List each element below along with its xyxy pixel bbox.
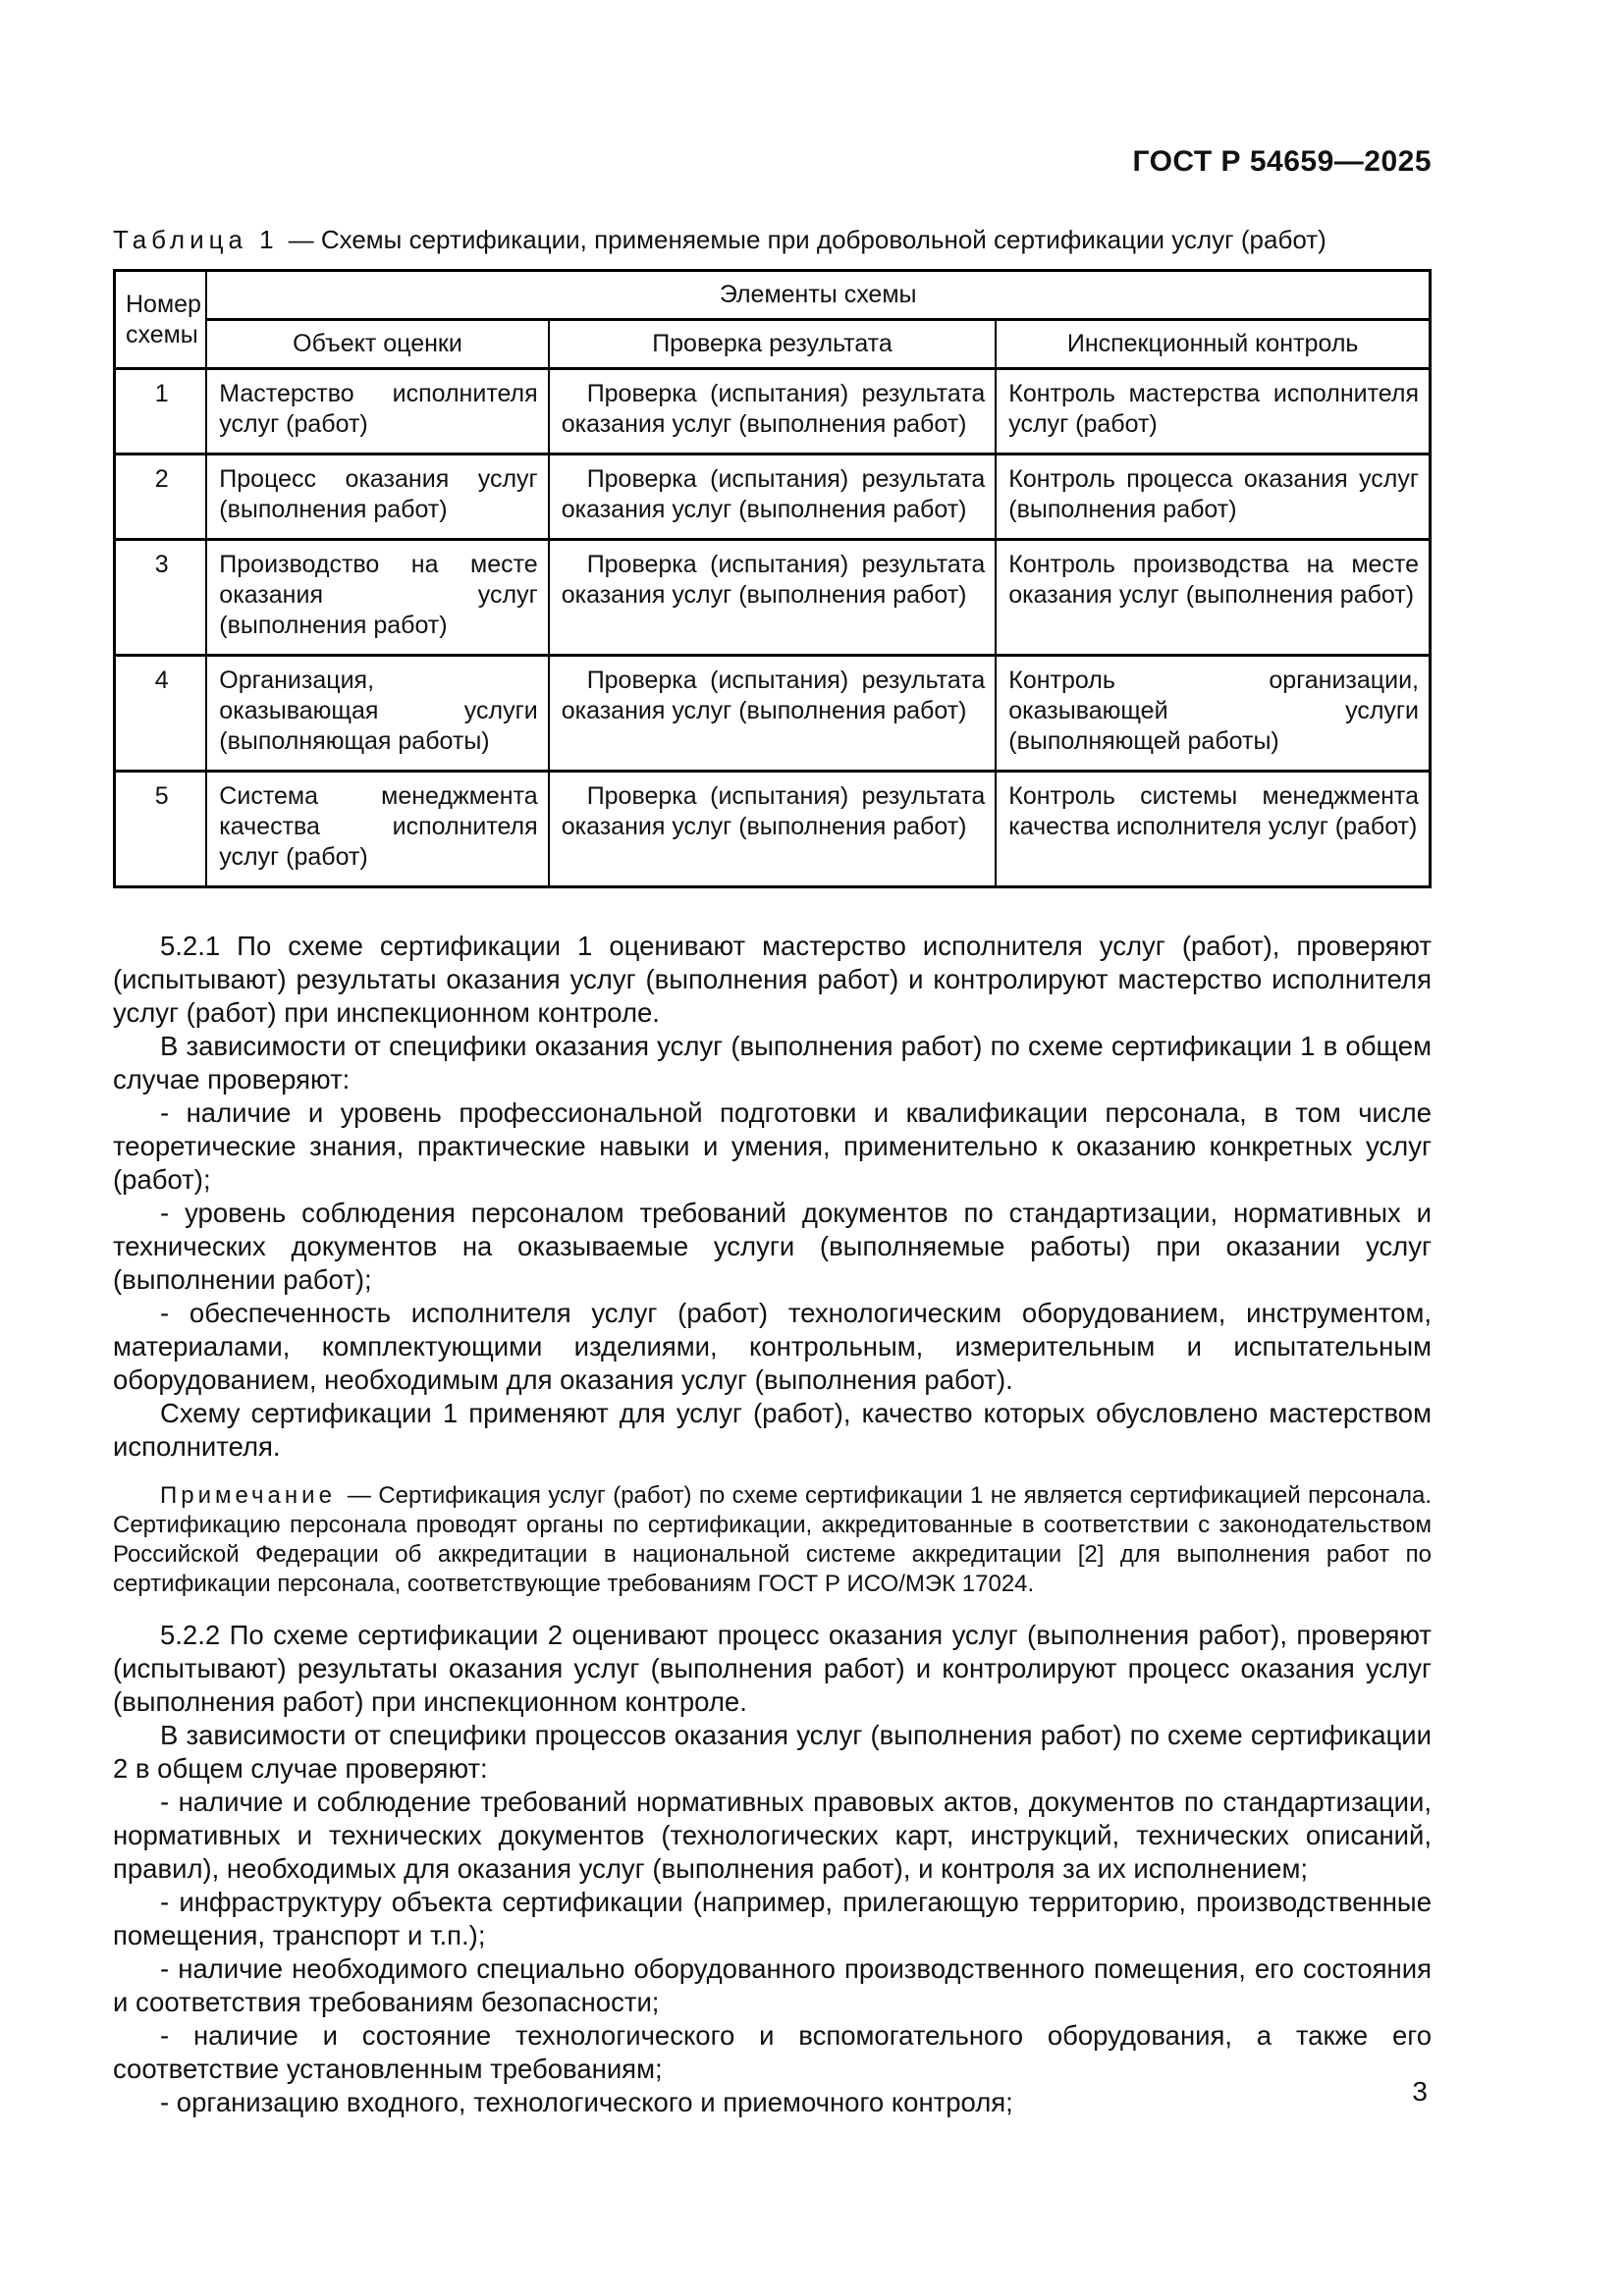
column-header-object: Объект оценки	[206, 320, 548, 369]
note-text: — Сертификация услуг (работ) по схеме сертификации 1 не является сертификацией персонала. Сертификацию персонала проводят органы по сертификации, аккредитованные в соответствии с законодательством Российской Федерации об аккредитации в национальной системе аккредитации [2] для выполнения работ по сертификации персонала, соответствующие требованиям ГОСТ Р ИСО/МЭК 17024.	[113, 1482, 1432, 1597]
inspection-cell: Контроль организации, оказывающей услуги (выполняющей работы)	[996, 656, 1430, 772]
paragraph: - уровень соблюдения персоналом требований документов по стандартизации, нормативных и технических документов на оказываемые услуги (выполняемые работы) при оказании услуг (выполнении работ);	[113, 1198, 1432, 1295]
check-cell: Проверка (испытания) результата оказания услуг (выполнения работ)	[549, 656, 997, 772]
table-caption	[113, 224, 1432, 255]
scheme-number-cell: 4	[115, 656, 207, 772]
paragraph: - обеспеченность исполнителя услуг (работ) технологическим оборудованием, инструментом, материалами, комплектующими изделиями, контрольным, измерительным и испытательным оборудованием, необходимым для оказания услуг (выполнения работ).	[113, 1298, 1432, 1395]
paragraph: - организацию входного, технологического и приемочного контроля;	[160, 2087, 1013, 2117]
object-cell: Производство на месте оказания услуг (выполнения работ)	[206, 540, 548, 656]
body-text	[113, 930, 1432, 2119]
object-cell: Мастерство исполнителя услуг (работ)	[206, 369, 548, 454]
paragraph: В зависимости от специфики оказания услуг (выполнения работ) по схеме сертификации 1 в общем случае проверяют:	[113, 1031, 1432, 1095]
check-cell: Проверка (испытания) результата оказания услуг (выполнения работ)	[549, 772, 997, 887]
inspection-cell: Контроль производства на месте оказания услуг (выполнения работ)	[996, 540, 1430, 656]
standard-number: ГОСТ Р 54659—2025	[1132, 145, 1432, 178]
table-header-row-sub	[115, 320, 1431, 369]
table-row	[115, 540, 1431, 656]
scheme-number-cell: 1	[115, 369, 207, 454]
note-block	[113, 1481, 1432, 1599]
inspection-cell: Контроль мастерства исполнителя услуг (работ)	[996, 369, 1430, 454]
table-row	[115, 369, 1431, 454]
column-header-check: Проверка результата	[549, 320, 997, 369]
scheme-number-cell: 5	[115, 772, 207, 887]
table-caption-text: — Схемы сертификации, применяемые при добровольной сертификации услуг (работ)	[288, 225, 1326, 254]
table-row	[115, 454, 1431, 540]
scheme-number-cell: 3	[115, 540, 207, 656]
paragraph: 5.2.1 По схеме сертификации 1 оценивают мастерство исполнителя услуг (работ), проверяют (испытывают) результаты оказания услуг (выполнения работ) и контролируют мастерство исполнителя услуг (работ) при инспекционном контроле.	[113, 931, 1432, 1028]
paragraph: - наличие необходимого специально оборудованного производственного помещения, его состояния и соответствия требованиям безопасности;	[113, 1953, 1432, 2017]
page-number: 3	[1412, 2076, 1428, 2107]
object-cell: Система менеджмента качества исполнителя услуг (работ)	[206, 772, 548, 887]
note-label: Примечание	[160, 1482, 336, 1509]
paragraph: Схему сертификации 1 применяют для услуг (работ), качество которых обусловлено мастерством исполнителя.	[113, 1398, 1432, 1462]
inspection-cell: Контроль процесса оказания услуг (выполнения работ)	[996, 454, 1430, 540]
scheme-number-cell: 2	[115, 454, 207, 540]
check-cell: Проверка (испытания) результата оказания услуг (выполнения работ)	[549, 540, 997, 656]
paragraph: В зависимости от специфики процессов оказания услуг (выполнения работ) по схеме сертификации 2 в общем случае проверяют:	[113, 1720, 1432, 1784]
column-header-scheme-elements: Элементы схемы	[206, 271, 1430, 320]
paragraph: - наличие и соблюдение требований нормативных правовых актов, документов по стандартизации, нормативных и технических документов (технологических карт, инструкций, технических описаний, правил), необходимых для оказания услуг (выполнения работ), и контроля за их исполнением;	[113, 1787, 1432, 1884]
object-cell: Организация, оказывающая услуги (выполняющая работы)	[206, 656, 548, 772]
table-header-row-top	[115, 271, 1431, 320]
paragraph: 5.2.2 По схеме сертификации 2 оценивают процесс оказания услуг (выполнения работ), проверяют (испытывают) результаты оказания услуг (выполнения работ) и контролируют процесс оказания услуг (выполнения работ) при инспекционном контроле.	[113, 1620, 1432, 1717]
paragraph: - наличие и состояние технологического и вспомогательного оборудования, а также его соответствие установленным требованиям;	[113, 2020, 1432, 2084]
check-cell: Проверка (испытания) результата оказания услуг (выполнения работ)	[549, 369, 997, 454]
table-caption-label: Таблица 1	[113, 225, 279, 254]
object-cell: Процесс оказания услуг (выполнения работ)	[206, 454, 548, 540]
paragraph: - наличие и уровень профессиональной подготовки и квалификации персонала, в том числе теоретические знания, практические навыки и умения, применительно к оказанию конкретных услуг (работ);	[113, 1097, 1432, 1195]
column-header-inspection: Инспекционный контроль	[996, 320, 1430, 369]
check-cell: Проверка (испытания) результата оказания услуг (выполнения работ)	[549, 454, 997, 540]
inspection-cell: Контроль системы менеджмента качества исполнителя услуг (работ)	[996, 772, 1430, 887]
paragraph: - инфраструктуру объекта сертификации (например, прилегающую территорию, производственные помещения, транспорт и т.п.);	[113, 1887, 1432, 1950]
table-row	[115, 772, 1431, 887]
table-row	[115, 656, 1431, 772]
column-header-scheme-number: Номер схемы	[115, 271, 207, 369]
certification-schemes-table	[113, 269, 1432, 888]
